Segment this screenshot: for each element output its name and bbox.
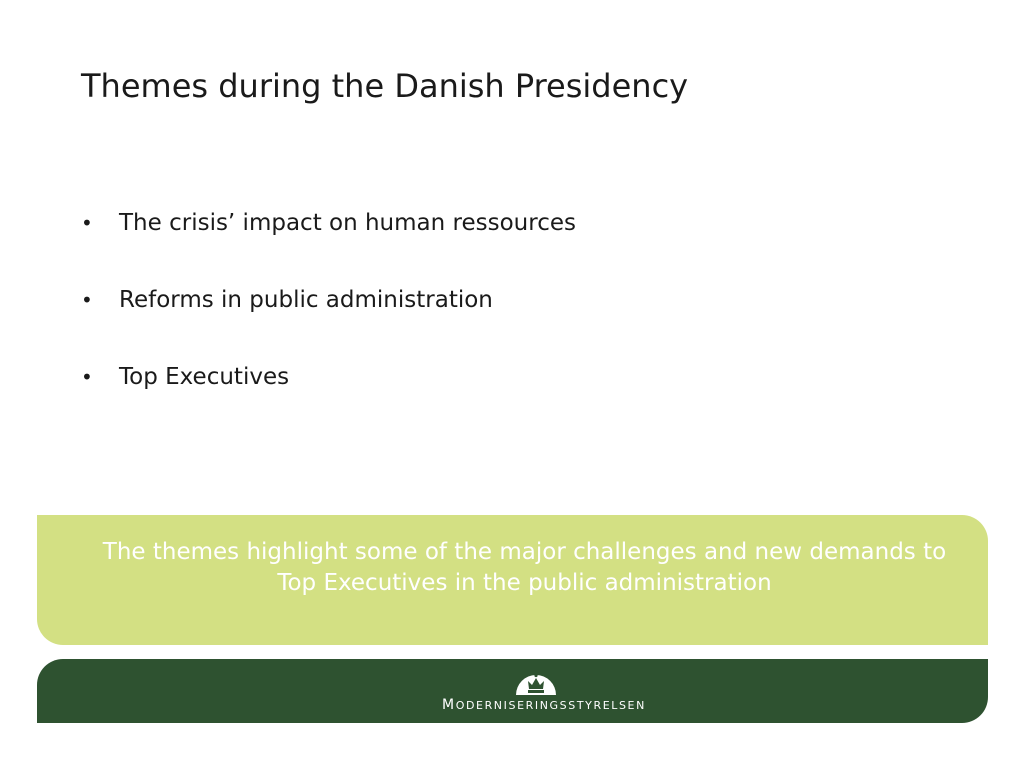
bullet-item	[81, 359, 576, 395]
bullet-text: Top Executives	[119, 364, 290, 390]
crown-logo-icon	[514, 669, 558, 695]
callout-text: The themes highlight some of the major challenges and new demands to Top Executives in the public administration	[102, 539, 947, 596]
bullet-marker: •	[81, 365, 93, 389]
bullet-item	[81, 282, 576, 318]
bullet-text: Reforms in public administration	[119, 287, 493, 313]
bullet-item	[81, 205, 576, 241]
brand-name	[442, 697, 646, 713]
bullet-marker: •	[81, 288, 93, 312]
bullet-list	[81, 205, 576, 436]
brand-initial: M	[442, 697, 456, 713]
bullet-marker: •	[81, 211, 93, 235]
brand-rest: ODERNISERINGSSTYRELSEN	[455, 699, 646, 712]
footer-band	[37, 659, 988, 723]
callout-box	[37, 515, 988, 645]
bullet-text: The crisis’ impact on human ressources	[119, 210, 576, 236]
slide-title: Themes during the Danish Presidency	[81, 67, 689, 105]
